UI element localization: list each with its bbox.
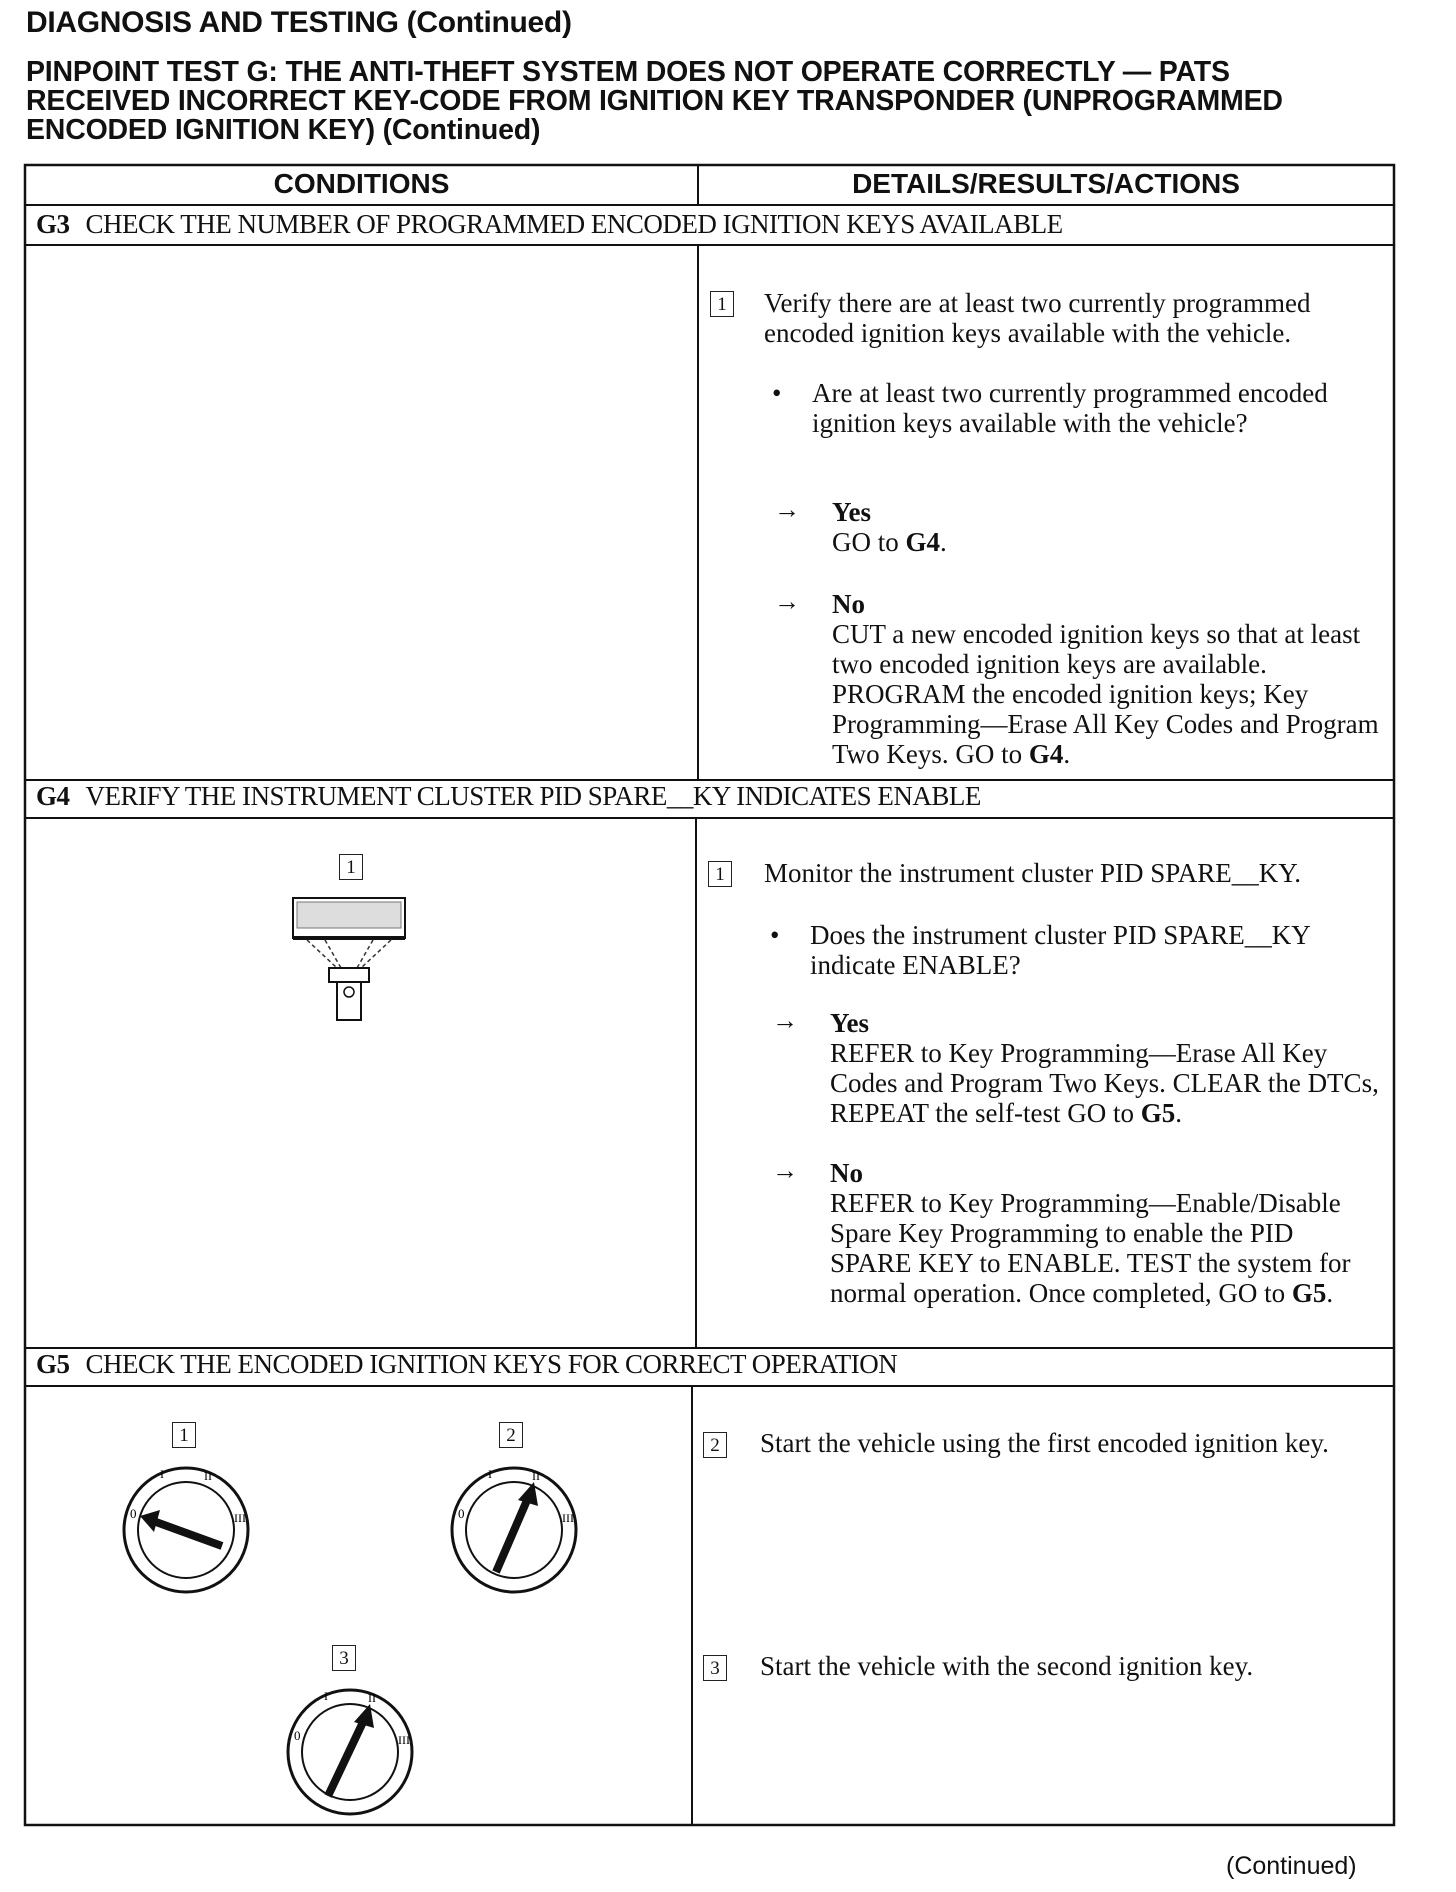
- g4-section-title: [36, 781, 981, 812]
- g5-step3-number-box: 3: [703, 1655, 727, 1681]
- g4-figure-number-box: 1: [339, 854, 363, 880]
- mark-off: 0: [294, 1728, 301, 1743]
- g4-question-text: Does the instrument cluster PID SPARE__KY indicate ENABLE?: [810, 920, 1310, 980]
- conditions-column-header: CONDITIONS: [273, 168, 450, 199]
- g5-figure3-number-box: 3: [332, 1645, 356, 1671]
- g5-figure2-number-box: 2: [499, 1422, 523, 1448]
- continued-footer: (Continued): [1226, 1852, 1357, 1880]
- g5-figure1-number-box: 1: [172, 1422, 196, 1448]
- g3-step-id: G3: [36, 209, 70, 239]
- title-line-2: RECEIVED INCORRECT KEY-CODE FROM IGNITION KEY TRANSPONDER (UNPROGRAMMED: [26, 85, 1283, 117]
- g3-no-ref: G4: [1028, 739, 1064, 769]
- mark-start: III: [398, 1733, 410, 1747]
- mark-run: II: [204, 1469, 212, 1483]
- g3-no-post: .: [1063, 739, 1071, 769]
- g3-step-number-box: 1: [710, 291, 734, 317]
- g4-no-text: REFER to Key Programming—Enable/Disable Spare Key Programming to enable the PID SPARE KEY to ENABLE. TEST the system for normal operation. Once completed, GO to: [830, 1188, 1351, 1308]
- g4-no-post: .: [1326, 1278, 1334, 1308]
- instrument-cluster-icon: [285, 890, 415, 1030]
- g3-no-text: CUT a new encoded ignition keys so that at least two encoded ignition keys are available. PROGRAM the encoded ignition keys; Key Programming—Erase All Key Codes and Program Two Keys. GO to: [832, 619, 1379, 769]
- g3-yes-answer: → Yes GO to G4.: [832, 497, 1382, 557]
- g3-section-title: [36, 209, 1063, 240]
- details-column-header: DETAILS/RESULTS/ACTIONS: [852, 168, 1240, 199]
- page-header: DIAGNOSIS AND TESTING (Continued): [26, 6, 572, 39]
- mark-off: 0: [458, 1506, 465, 1521]
- g4-yes-label: Yes: [830, 1008, 869, 1038]
- g5-section-title: [36, 1349, 897, 1380]
- g4-title-text: VERIFY THE INSTRUMENT CLUSTER PID SPARE__KY INDICATES ENABLE: [85, 781, 981, 811]
- g5-step3-text: Start the vehicle with the second ignition key.: [760, 1651, 1254, 1681]
- title-line-1: PINPOINT TEST G: THE ANTI-THEFT SYSTEM DOES NOT OPERATE CORRECTLY — PATS: [26, 56, 1230, 88]
- g3-yes-post: .: [940, 527, 947, 557]
- mark-start: III: [562, 1511, 574, 1525]
- g3-question: • Are at least two currently programmed encoded ignition keys available with the vehicle?: [772, 378, 1328, 438]
- mark-acc: I: [160, 1467, 164, 1481]
- g4-step-id: G4: [36, 781, 70, 811]
- g3-title-text: CHECK THE NUMBER OF PROGRAMMED ENCODED IGNITION KEYS AVAILABLE: [85, 209, 1063, 239]
- mark-acc: I: [488, 1467, 492, 1481]
- g4-yes-ref: G5: [1140, 1098, 1176, 1128]
- g3-no-answer: → No CUT a new encoded ignition keys so that at least two encoded ignition keys are available. PROGRAM the encoded ignition keys; Key Programming—Erase All Key Codes and Program Two Keys. GO to G4.: [832, 589, 1382, 769]
- ignition-switch-run-2-icon: [280, 1682, 420, 1822]
- g4-yes-text: REFER to Key Programming—Erase All Key Codes and Program Two Keys. CLEAR the DTCs, REPEAT the self-test GO to: [830, 1038, 1379, 1128]
- ignition-switch-run-icon: [444, 1460, 584, 1600]
- mark-acc: I: [324, 1689, 328, 1703]
- g4-no-label: No: [830, 1158, 863, 1188]
- g4-yes-post: .: [1175, 1098, 1182, 1128]
- mark-run: II: [532, 1469, 540, 1483]
- mark-off: 0: [130, 1506, 137, 1521]
- g5-step-id: G5: [36, 1349, 70, 1379]
- g4-no-answer: → No REFER to Key Programming—Enable/Disable Spare Key Programming to enable the PID SPARE KEY to ENABLE. TEST the system for normal operation. Once completed, GO to G5.: [830, 1158, 1380, 1308]
- mark-start: III: [234, 1511, 246, 1525]
- g4-question: • Does the instrument cluster PID SPARE__KY indicate ENABLE?: [770, 920, 1310, 980]
- g3-yes-ref: G4: [905, 527, 941, 557]
- g4-step-text: Monitor the instrument cluster PID SPARE__KY.: [764, 858, 1302, 888]
- g4-no-ref: G5: [1291, 1278, 1327, 1308]
- g3-step-text: Verify there are at least two currently programmed encoded ignition keys available with the vehicle.: [764, 288, 1311, 348]
- mark-run: II: [368, 1691, 376, 1705]
- g3-question-text: Are at least two currently programmed encoded ignition keys available with the vehicle?: [812, 378, 1328, 438]
- g4-yes-answer: → Yes REFER to Key Programming—Erase All Key Codes and Program Two Keys. CLEAR the DTCs, REPEAT the self-test GO to G5.: [772, 1006, 1379, 1128]
- title-line-3: ENCODED IGNITION KEY) (Continued): [26, 114, 541, 146]
- g3-yes-label: Yes: [832, 497, 871, 527]
- ignition-switch-off-icon: [116, 1460, 256, 1600]
- g4-step-number-box: 1: [708, 861, 732, 887]
- g3-no-label: No: [832, 589, 865, 619]
- g5-step2-text: Start the vehicle using the first encoded ignition key.: [760, 1428, 1329, 1458]
- g3-yes-text: GO to: [832, 527, 906, 557]
- g5-step2-number-box: 2: [703, 1432, 727, 1458]
- g5-title-text: CHECK THE ENCODED IGNITION KEYS FOR CORRECT OPERATION: [85, 1349, 898, 1379]
